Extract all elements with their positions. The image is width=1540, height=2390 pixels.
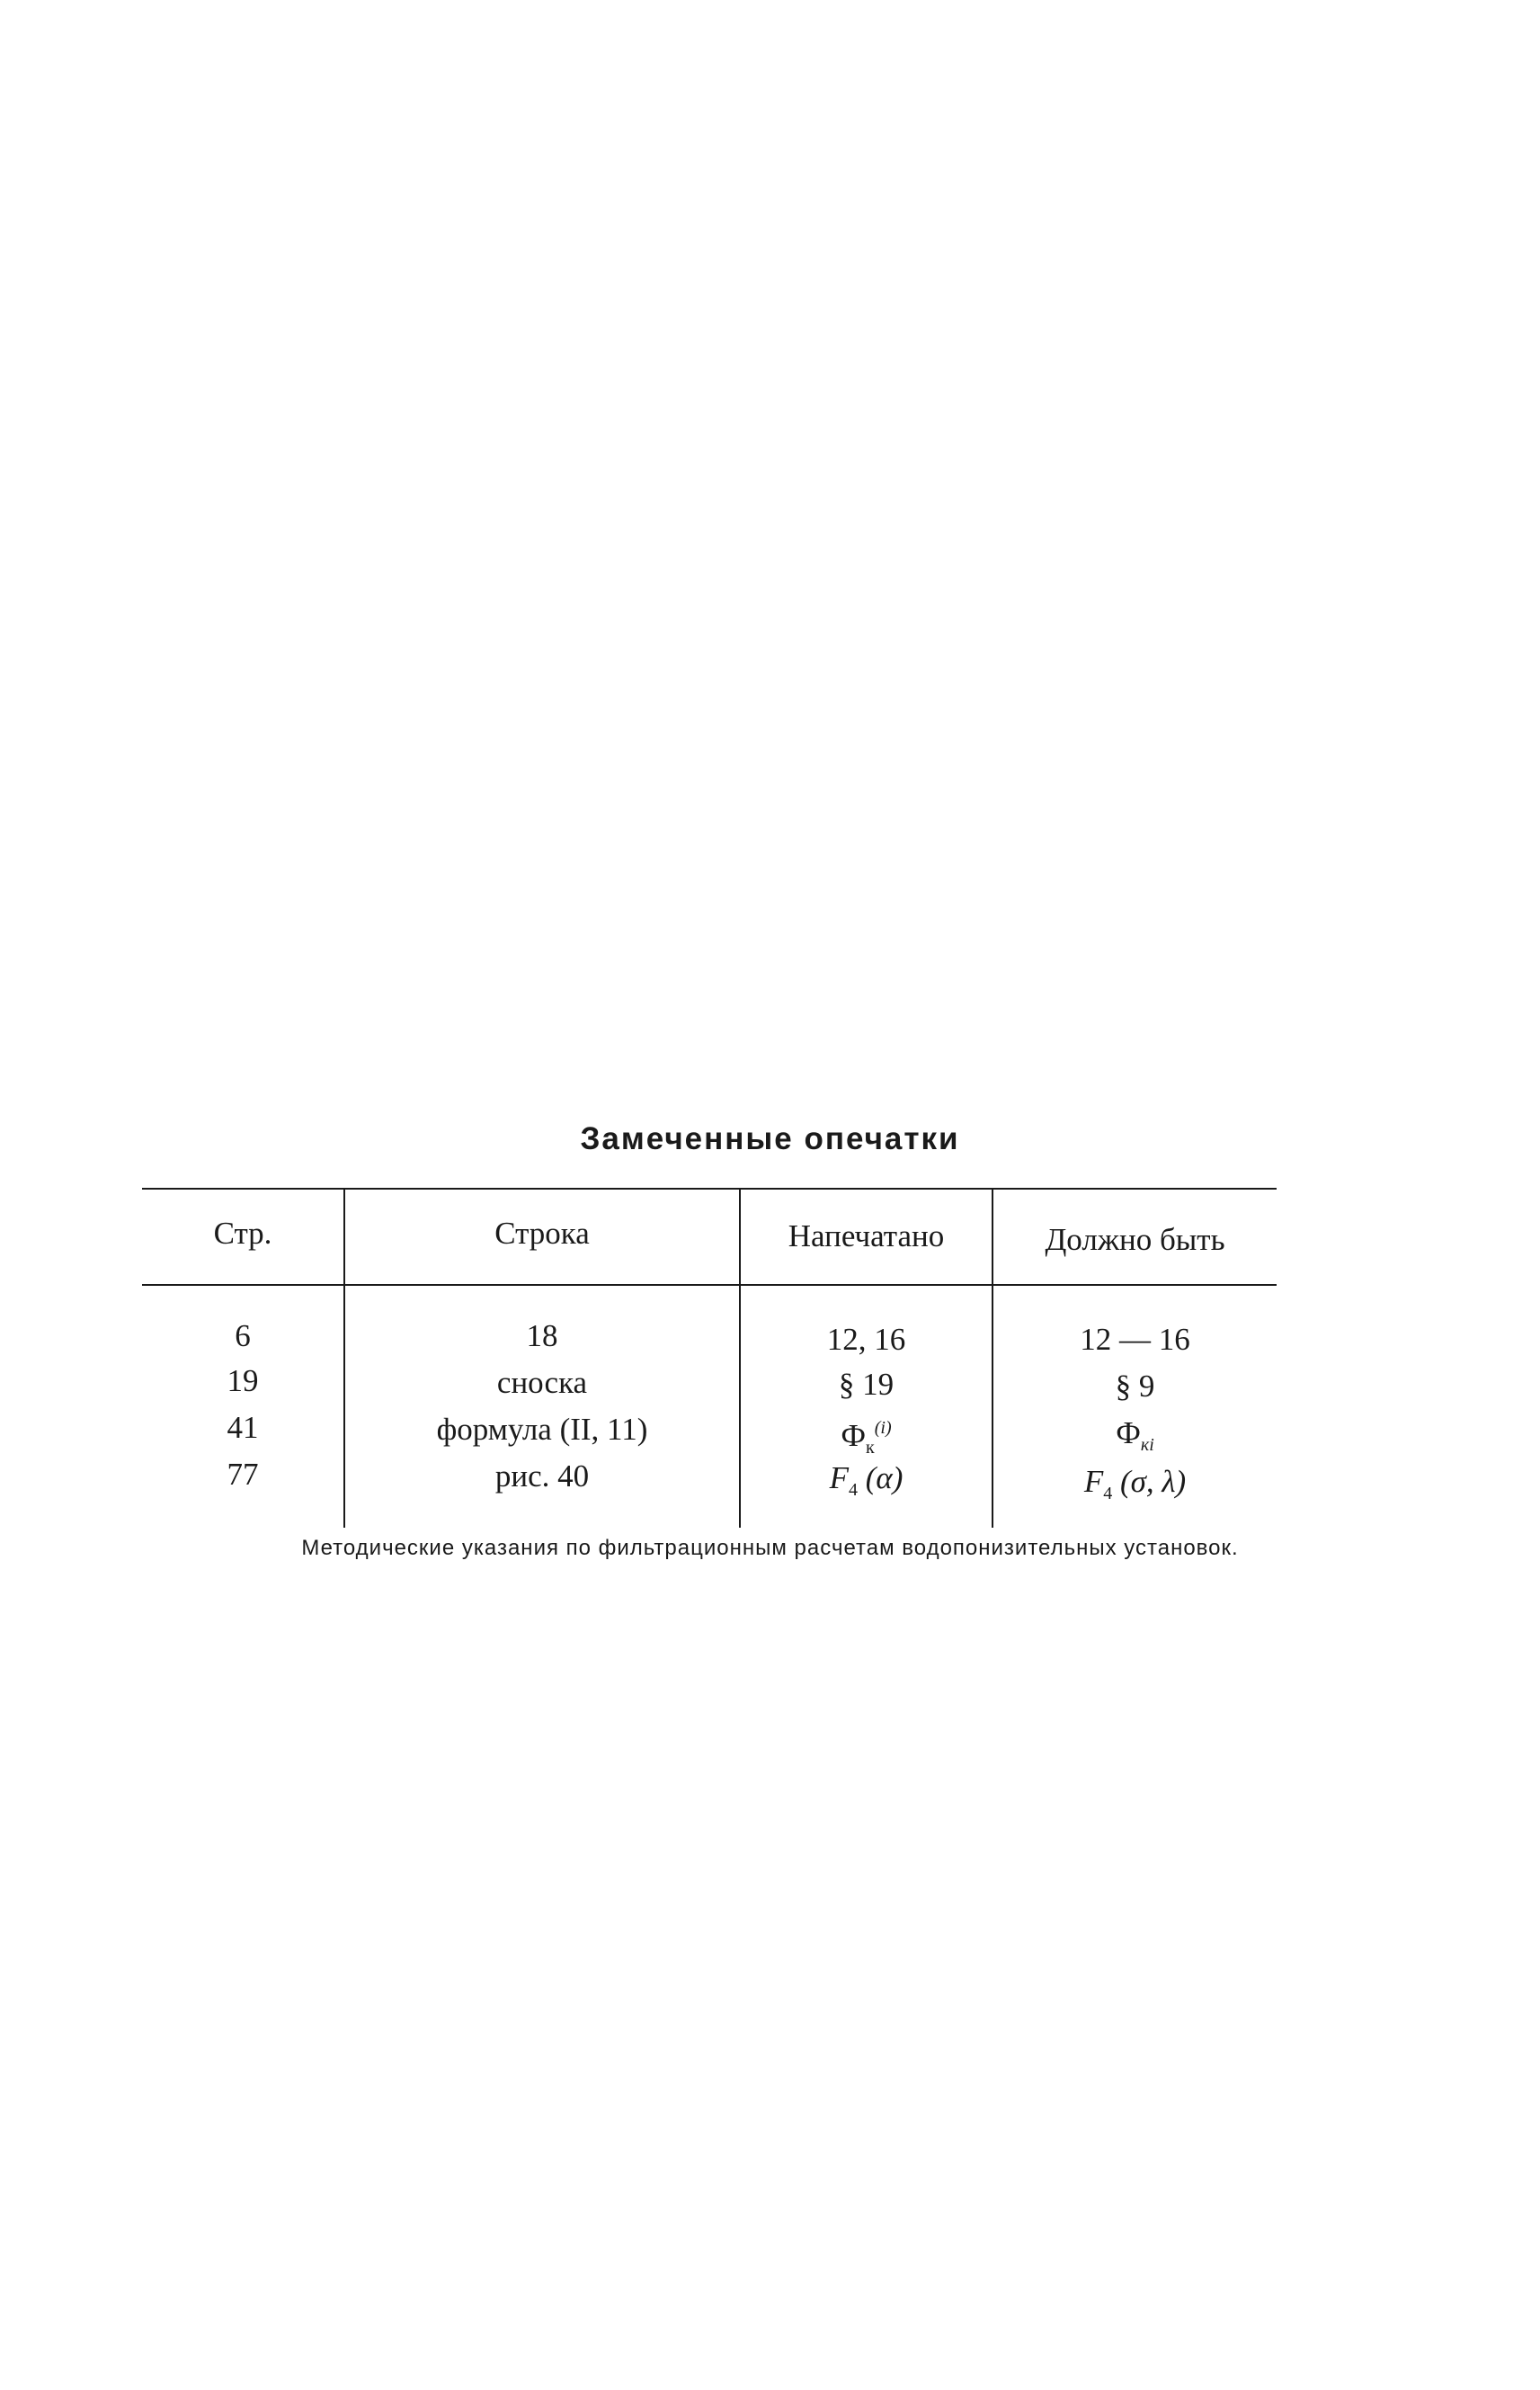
table-cell-line: 18 [526,1318,558,1353]
table-cell-should-be: § 9 [1115,1369,1155,1404]
table-cell-printed [741,1419,992,1457]
header-page: Стр. [213,1216,272,1251]
formula-base: Ф [841,1418,867,1453]
formula-argument: (σ, λ) [1112,1464,1187,1499]
header-line: Строка [494,1216,590,1251]
formula-subscript: 4 [848,1480,858,1500]
table-cell-line: сноска [496,1365,588,1400]
formula-base: F [829,1460,849,1495]
formula-base: F [1083,1464,1104,1499]
errata-title: Замеченные опечатки [580,1121,960,1156]
table-cell-printed: § 19 [838,1367,895,1402]
header-printed: Напечатано [788,1218,945,1253]
table-cell-page: 19 [227,1363,259,1398]
table-cell-should-be [993,1466,1277,1503]
table-top-rule [142,1188,1277,1190]
table-cell-page: 6 [235,1318,251,1353]
formula-subscript: к [866,1438,875,1458]
table-cell-printed: 12, 16 [826,1322,906,1357]
formula-argument: (α) [857,1460,904,1495]
table-cell-printed [741,1462,992,1499]
table-cell-should-be: 12 — 16 [1080,1322,1190,1357]
header-should-be: Должно быть [1045,1222,1225,1257]
formula-subscript: 4 [1103,1484,1113,1503]
table-cell-page: 41 [227,1410,259,1445]
table-cell-line: формула (II, 11) [436,1412,648,1447]
formula-base: Ф [1116,1415,1141,1450]
table-cell-line: рис. 40 [494,1458,590,1494]
table-cell-should-be [993,1417,1277,1454]
table-cell-page: 77 [227,1457,259,1492]
formula-subscript: кi [1140,1435,1154,1455]
table-header-rule [142,1284,1277,1286]
formula-superscript: (i) [874,1418,892,1438]
footnote: Методические указания по фильтрационным расчетам водопонизительных установок. [301,1536,1239,1560]
